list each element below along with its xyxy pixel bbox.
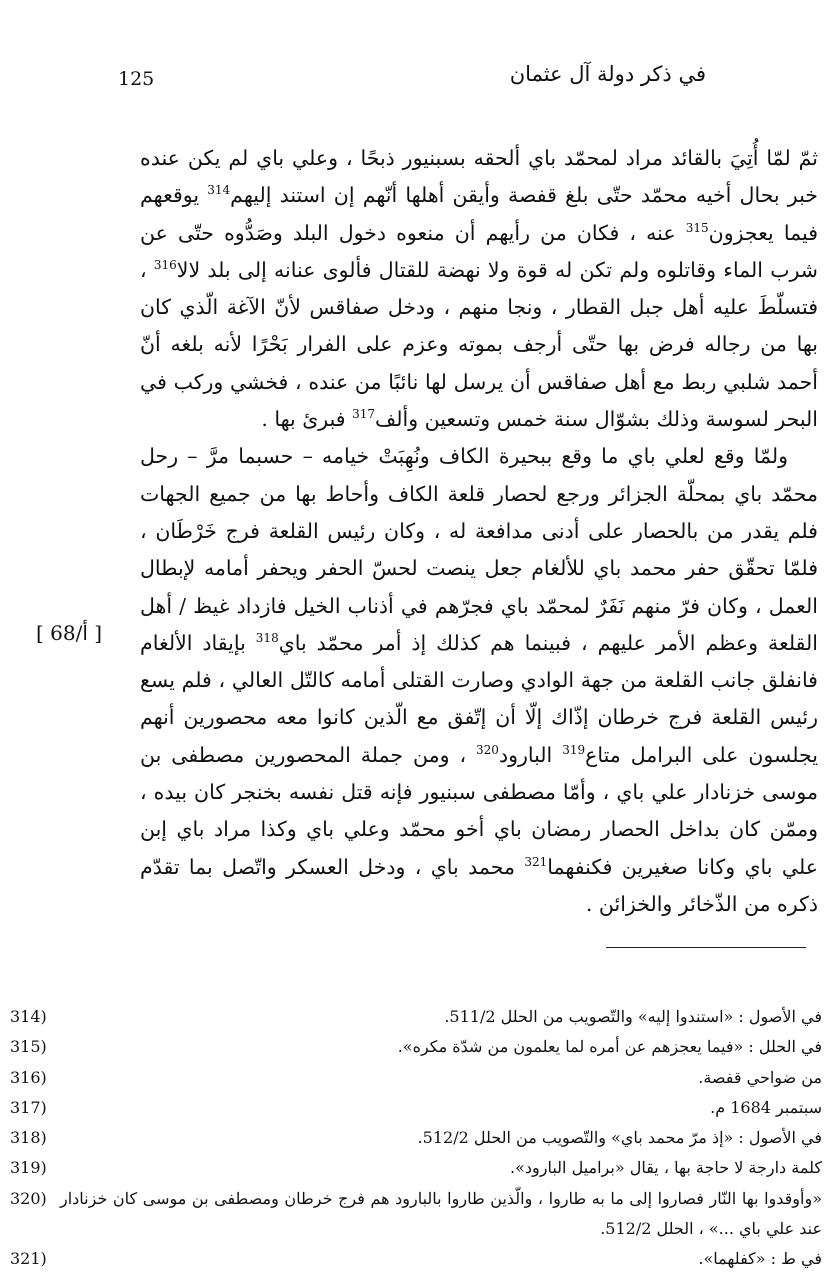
footnote-ref-314[interactable]: 314 — [207, 183, 231, 198]
paragraph-1-text: ، فتسلّطَ عليه أهل جبل القطار ، ونجا منهم ، ودخل صفاقس لأنّ الآغة الّذي كان بها من رجاله فرض بها حتّى أرجف بموته وعزم على الفرار بَحْرًا لأنه بلغه أنّ أحمد شلبي ربط مع أهل صفاقس أن يرسل لها نائبًا من عنده ، فخشي وركب في البحر لسوسة وذلك بشوّال سنة خمس وتسعين وألف — [140, 257, 818, 432]
paragraph-1-text: يوقعهم فيما يعجزون — [140, 183, 818, 245]
footnote-text: في الحلل : «فيما يعجزهم عن أمره لما يعلمون من شدّة مكره». — [397, 1037, 822, 1057]
footnote-ref-318[interactable]: 318 — [255, 631, 279, 646]
page-number: 125 — [118, 68, 155, 90]
footnote-number: 316) — [10, 1067, 47, 1087]
paragraph-2-text: ، ومن جملة المحصورين مصطفى بن موسى خزنادار علي باي ، وأمّا مصطفى سبنيور فإنه قتل نفسه بخنجر كان بيده ، وممّن كان بداخل الحصار رمضان باي أخو محمّد وعلي باي وكذا مراد باي إبن علي باي وكانا صغيرين فكنفهما — [140, 742, 818, 879]
footnote-318 — [10, 1123, 822, 1153]
footnote-314 — [10, 1002, 822, 1032]
footnote-ref-317[interactable]: 317 — [352, 407, 376, 422]
footnote-number: 314) — [10, 1007, 47, 1026]
footnote-317 — [10, 1093, 822, 1123]
footnote-separator — [606, 947, 806, 948]
folio-margin-note: [ 68/أ ] — [36, 621, 103, 645]
footnote-text: في الأصول : «استندوا إليه» والتّصويب من الحلل 511/2. — [444, 1007, 822, 1026]
footnote-text: في ط : «كفلهما». — [698, 1249, 822, 1269]
paragraph-2-text: محمد باي ، ودخل العسكر واتّصل بما تقدّم ذكره من الذّخائر والخزائن . — [140, 854, 818, 916]
footnote-316 — [10, 1063, 822, 1093]
footnote-ref-316[interactable]: 316 — [153, 258, 177, 273]
footnote-321 — [10, 1244, 822, 1274]
footnote-number: 317) — [10, 1097, 47, 1117]
footnote-text: سبتمبر 1684 م. — [710, 1097, 822, 1117]
footnote-319 — [10, 1153, 822, 1183]
footnote-text: من ضواحي قفصة. — [698, 1067, 822, 1087]
paragraph-1-text: عنه ، فكان من رأيهم أن منعوه دخول البلد وصَدُّوه حتّى عن شرب الماء وقاتلوه ولم تكن له قوة ولا نهضة للقتال فألوى عنانه إلى بلد لالا — [140, 220, 818, 282]
footnote-text: «وأوقدوا بها النّار فصاروا إلى ما به طاروا ، والّذين طاروا بالبارود هم فرج خرطان ومصطفى بن موسى كان خزنادار عند علي باي ...» ، الحلل 512/2. — [60, 1188, 822, 1239]
main-body-text — [140, 140, 818, 923]
paragraph-1-text: ثمّ لمّا أُتِيَ بالقائد مراد لمحمّد باي ألحقه بسبنيور ذبحًا ، وعلي باي لم يكن عنده خبر بحال أخيه محمّد حتّى بلغ قفصة وأيقن أهلها أنّهم إن استند إليهم — [140, 146, 818, 208]
paragraph-2-text: البارود — [498, 742, 553, 767]
footnote-ref-320[interactable]: 320 — [476, 742, 499, 757]
footnote-ref-321[interactable]: 321 — [524, 854, 548, 869]
footnote-number: 318) — [10, 1128, 47, 1148]
paragraph-1 — [140, 140, 818, 438]
footnote-number: 315) — [10, 1037, 47, 1057]
footnote-number: 319) — [10, 1158, 47, 1178]
footnote-text: في الأصول : «إذ مرّ محمد باي» والتّصويب من الحلل 512/2. — [417, 1128, 822, 1148]
footnote-number: 321) — [10, 1249, 47, 1269]
footnotes — [10, 1002, 822, 1275]
running-title: في ذكر دولة آل عثمان — [509, 62, 706, 86]
paragraph-2 — [140, 438, 818, 923]
footnote-ref-319[interactable]: 319 — [562, 742, 586, 757]
footnote-ref-315[interactable]: 315 — [685, 220, 709, 235]
footnote-number: 320) — [10, 1188, 47, 1208]
paragraph-1-text: فبرئ بها . — [261, 407, 346, 432]
footnote-320 — [10, 1184, 822, 1245]
paragraph-2-text: ولمّا وقع لعلي باي ما وقع ببحيرة الكاف ونُهِبَتْ خيامه – حسبما مرَّ – رحل محمّد باي بمحلّة الجزائر ورجع لحصار قلعة الكاف وأحاط بها من جميع الجهات فلم يقدر من بالحصار على أدنى مدافعة له ، وكان رئيس القلعة فرج خَرْطَان ، فلمّا تحقّق حفر محمد باي للألغام جعل ينصت لحسّ الحفر ويحفر أمامه لإبطال العمل ، وكان فرّ منهم نَفَرٌ لمحمّد باي فجرّهم في أذناب الخيل فازداد غيظ / أهل القلعة وعظم الأمر عليهم ، فبينما هم كذلك إذ أمر محمّد باي — [140, 444, 818, 655]
footnote-315 — [10, 1032, 822, 1062]
page-header — [118, 62, 706, 96]
footnote-text: كلمة دارجة لا حاجة بها ، يقال «براميل البارود». — [510, 1158, 822, 1178]
paragraph-2-text: بإيقاد الألغام فانفلق جانب القلعة من جهة الوادي وصارت القتلى أمامه كالتّل العالي ، فلم يسع رئيس القلعة فرج خرطان إذّاك إلّا أن إتّفق مع الّذين كانوا معه محصورين أنهم يجلسون على البرامل متاع — [140, 630, 818, 767]
